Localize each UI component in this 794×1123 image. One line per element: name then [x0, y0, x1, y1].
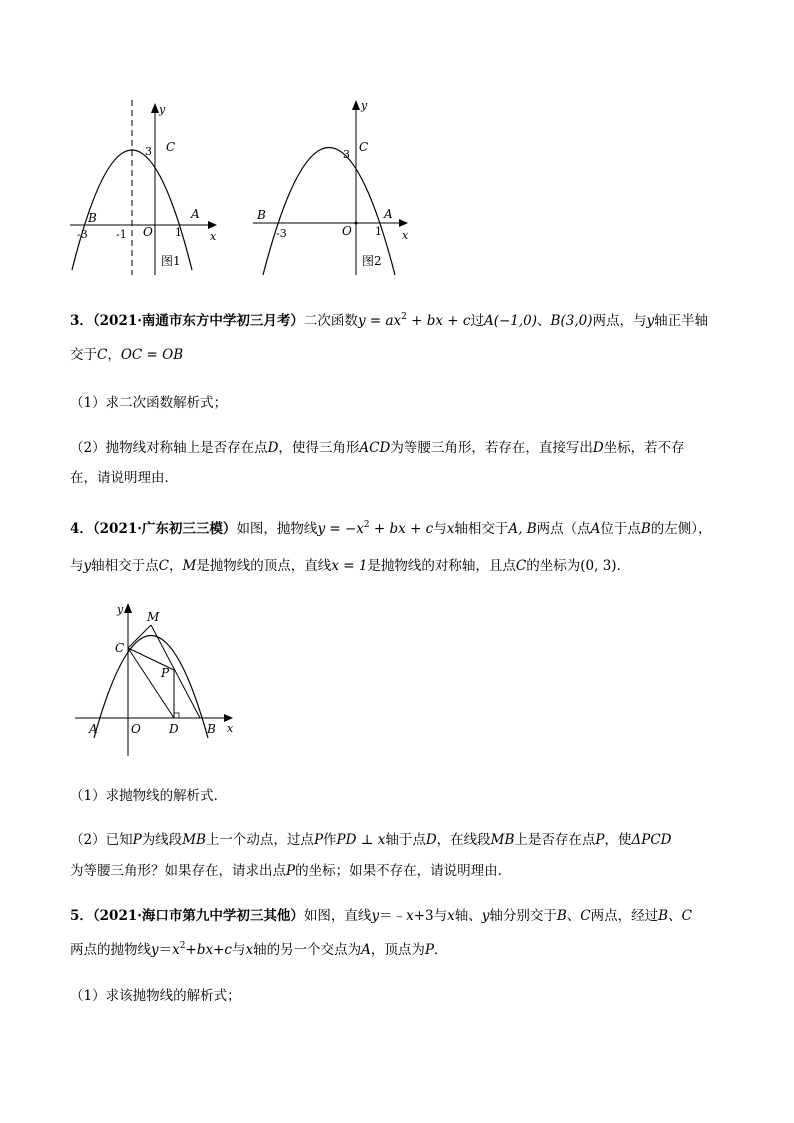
parabola — [94, 636, 208, 739]
problem-5-question-1: （1）求该抛物线的解析式； — [70, 988, 241, 1004]
point-m-label: M — [147, 610, 160, 624]
problem-4-question-2-line-2: 为等腰三角形？如果存在，请求出点P的坐标；如果不存在，请说明理由． — [70, 863, 512, 879]
problem-5-line-2: 两点的抛物线$y=x^2+bx+c$与x轴的另一个交点为A，顶点为P． — [70, 941, 448, 958]
problem-3-line-1: 3．（2021·南通市东方中学初三月考）二次函数$y = ax^2$ + bx + c过A(−1,0)、B(3,0)两点，与y轴正半轴 — [70, 312, 709, 329]
x-axis-arrow-icon — [208, 221, 217, 229]
y-axis-arrow-icon — [124, 603, 132, 613]
point-a-label: A — [89, 722, 98, 736]
tick-1-label: 1 — [375, 225, 382, 238]
tick-neg3-label: -3 — [276, 227, 287, 240]
y-axis-arrow-icon — [151, 103, 159, 113]
point-c-label: C — [166, 140, 176, 154]
y-axis-arrow-icon — [352, 100, 360, 110]
y-label: y — [159, 103, 166, 116]
origin-label: O — [342, 224, 352, 238]
problem-3-source: （2021·南通市东方中学初三月考） — [92, 313, 304, 329]
origin-label: O — [131, 722, 141, 736]
figure-1 — [60, 95, 230, 280]
x-label: x — [210, 230, 217, 243]
segment-mb — [151, 625, 200, 718]
point-c-label: C — [359, 140, 369, 154]
problem-4-question-1: （1）求抛物线的解析式． — [70, 788, 228, 804]
problem-4-line-1: 4．（2021·广东初三三模）如图，抛物线$y = -x^2$ + bx + c与x轴相交于A, B两点（点A位于点B的左侧）， — [70, 520, 712, 537]
tick-neg3-label: -3 — [77, 228, 88, 241]
right-angle-mark — [174, 713, 179, 718]
y-label: y — [117, 603, 124, 616]
point-c-label: C — [115, 641, 125, 655]
segment-cm — [128, 625, 151, 648]
x-label: x — [402, 229, 409, 242]
problem-5-line-1: 5．（2021·海口市第九中学初三其他）如图，直线y＝﹣x+3与x轴、y轴分别交于B、C两点，经过B、C — [70, 908, 692, 924]
problem-3-question-1: （1）求二次函数解析式； — [70, 395, 228, 411]
x-axis-arrow-icon — [399, 219, 408, 227]
x-axis-arrow-icon — [224, 714, 233, 722]
problem-4-source: （2021·广东初三三模） — [92, 521, 237, 537]
point-b-label: B — [207, 722, 216, 736]
problem-3-question-2-line-1: （2）抛物线对称轴上是否存在点D，使得三角形ACD为等腰三角形，若存在，直接写出D坐标，若不存 — [70, 440, 685, 456]
figure-1-caption: 图1 — [161, 254, 181, 268]
point-a-label: A — [384, 207, 393, 221]
tick-3-label: 3 — [343, 148, 350, 161]
figure-2 — [245, 95, 420, 280]
problem-5-source: （2021·海口市第九中学初三其他） — [92, 908, 304, 924]
origin-point — [355, 222, 358, 225]
tick-neg1-label: -1 — [116, 228, 127, 241]
problem-3-line-2: 交于C，OC = OB — [70, 347, 184, 363]
tick-3-label: 3 — [145, 145, 152, 158]
tick-1-label: 1 — [175, 226, 182, 239]
point-a-label: A — [191, 207, 200, 221]
problem-3-number: 3． — [70, 313, 93, 329]
point-b-label: B — [257, 208, 266, 222]
x-label: x — [227, 722, 234, 735]
problem-3-question-2-line-2: 在，请说明理由． — [70, 470, 178, 486]
origin-label: O — [143, 225, 153, 239]
figure-3 — [70, 598, 245, 758]
problem-4-number: 4． — [70, 521, 93, 537]
point-p-label: P — [161, 666, 170, 680]
y-label: y — [361, 99, 368, 112]
problem-5-number: 5． — [70, 908, 93, 924]
point-d-label: D — [169, 722, 179, 736]
figure-2-caption: 图2 — [362, 254, 382, 268]
point-b-label: B — [88, 211, 97, 225]
problem-4-line-2: 与y轴相交于点C，M是抛物线的顶点，直线x = 1是抛物线的对称轴，且点C的坐标为(0, 3)． — [70, 558, 631, 574]
problem-4-question-2-line-1: （2）已知P为线段MB上一个动点，过点P作PD ⊥ x轴于点D，在线段MB上是否存在点P，使ΔPCD — [70, 832, 672, 848]
